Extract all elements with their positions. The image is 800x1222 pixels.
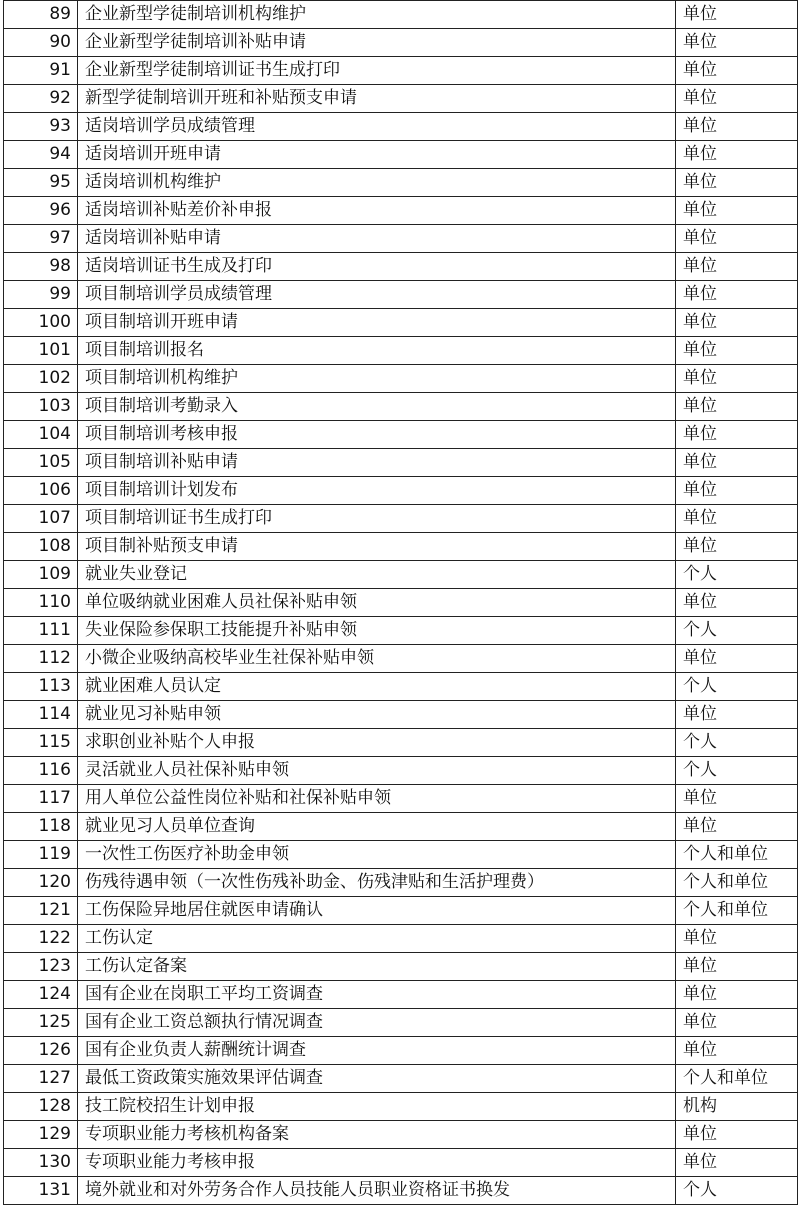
row-number: 91 <box>4 57 78 85</box>
service-target: 单位 <box>676 29 798 57</box>
service-target: 单位 <box>676 309 798 337</box>
row-number: 109 <box>4 561 78 589</box>
table-row <box>4 757 798 785</box>
table-row <box>4 533 798 561</box>
row-number: 105 <box>4 449 78 477</box>
service-target: 单位 <box>676 113 798 141</box>
table-row <box>4 253 798 281</box>
service-target: 单位 <box>676 645 798 673</box>
service-name: 项目制培训报名 <box>78 337 676 365</box>
row-number: 100 <box>4 309 78 337</box>
row-number: 117 <box>4 785 78 813</box>
service-name: 国有企业负责人薪酬统计调查 <box>78 1037 676 1065</box>
service-name: 就业见习补贴申领 <box>78 701 676 729</box>
row-number: 121 <box>4 897 78 925</box>
service-name: 最低工资政策实施效果评估调查 <box>78 1065 676 1093</box>
table-row <box>4 1 798 29</box>
service-name: 适岗培训机构维护 <box>78 169 676 197</box>
service-target: 个人 <box>676 1177 798 1205</box>
row-number: 116 <box>4 757 78 785</box>
row-number: 92 <box>4 85 78 113</box>
service-target: 单位 <box>676 813 798 841</box>
table-row <box>4 225 798 253</box>
service-target: 单位 <box>676 281 798 309</box>
service-target: 单位 <box>676 1037 798 1065</box>
service-target: 单位 <box>676 141 798 169</box>
table-row <box>4 841 798 869</box>
service-target: 单位 <box>676 85 798 113</box>
service-target: 个人和单位 <box>676 869 798 897</box>
row-number: 93 <box>4 113 78 141</box>
service-name: 适岗培训补贴申请 <box>78 225 676 253</box>
service-name: 项目制培训补贴申请 <box>78 449 676 477</box>
service-target: 单位 <box>676 57 798 85</box>
service-name: 单位吸纳就业困难人员社保补贴申领 <box>78 589 676 617</box>
table-row <box>4 113 798 141</box>
service-name: 国有企业在岗职工平均工资调查 <box>78 981 676 1009</box>
table-row <box>4 1009 798 1037</box>
table-row <box>4 281 798 309</box>
row-number: 127 <box>4 1065 78 1093</box>
row-number: 103 <box>4 393 78 421</box>
table-row <box>4 365 798 393</box>
service-name: 国有企业工资总额执行情况调查 <box>78 1009 676 1037</box>
row-number: 102 <box>4 365 78 393</box>
table-row <box>4 421 798 449</box>
row-number: 118 <box>4 813 78 841</box>
row-number: 126 <box>4 1037 78 1065</box>
table-row <box>4 197 798 225</box>
service-target: 单位 <box>676 925 798 953</box>
service-target: 单位 <box>676 533 798 561</box>
table-row <box>4 1037 798 1065</box>
service-name: 项目制培训考核申报 <box>78 421 676 449</box>
service-target: 单位 <box>676 449 798 477</box>
row-number: 101 <box>4 337 78 365</box>
row-number: 108 <box>4 533 78 561</box>
table-row <box>4 1149 798 1177</box>
row-number: 128 <box>4 1093 78 1121</box>
service-name: 企业新型学徒制培训机构维护 <box>78 1 676 29</box>
table-row <box>4 953 798 981</box>
service-name: 工伤认定 <box>78 925 676 953</box>
service-target: 单位 <box>676 589 798 617</box>
service-name: 企业新型学徒制培训证书生成打印 <box>78 57 676 85</box>
service-name: 项目制培训学员成绩管理 <box>78 281 676 309</box>
service-target: 单位 <box>676 253 798 281</box>
table-row <box>4 169 798 197</box>
row-number: 120 <box>4 869 78 897</box>
row-number: 107 <box>4 505 78 533</box>
service-name: 一次性工伤医疗补助金申领 <box>78 841 676 869</box>
service-target: 个人和单位 <box>676 841 798 869</box>
service-name: 工伤保险异地居住就医申请确认 <box>78 897 676 925</box>
table-row <box>4 897 798 925</box>
service-target: 个人 <box>676 757 798 785</box>
service-target: 个人 <box>676 673 798 701</box>
table-row <box>4 617 798 645</box>
service-name: 项目制培训证书生成打印 <box>78 505 676 533</box>
table-row <box>4 85 798 113</box>
service-name: 适岗培训证书生成及打印 <box>78 253 676 281</box>
service-name: 项目制培训机构维护 <box>78 365 676 393</box>
service-target: 个人 <box>676 617 798 645</box>
service-name: 就业困难人员认定 <box>78 673 676 701</box>
row-number: 131 <box>4 1177 78 1205</box>
row-number: 97 <box>4 225 78 253</box>
row-number: 94 <box>4 141 78 169</box>
service-target: 单位 <box>676 169 798 197</box>
service-target: 单位 <box>676 365 798 393</box>
service-name: 用人单位公益性岗位补贴和社保补贴申领 <box>78 785 676 813</box>
service-target: 单位 <box>676 1149 798 1177</box>
row-number: 119 <box>4 841 78 869</box>
row-number: 113 <box>4 673 78 701</box>
service-target: 单位 <box>676 1121 798 1149</box>
table-row <box>4 785 798 813</box>
service-name: 适岗培训补贴差价补申报 <box>78 197 676 225</box>
service-target: 单位 <box>676 337 798 365</box>
service-target: 单位 <box>676 953 798 981</box>
service-name: 项目制培训开班申请 <box>78 309 676 337</box>
service-name: 境外就业和对外劳务合作人员技能人员职业资格证书换发 <box>78 1177 676 1205</box>
service-name: 小微企业吸纳高校毕业生社保补贴申领 <box>78 645 676 673</box>
service-name: 项目制培训计划发布 <box>78 477 676 505</box>
row-number: 122 <box>4 925 78 953</box>
table-row <box>4 869 798 897</box>
row-number: 115 <box>4 729 78 757</box>
table-row <box>4 1093 798 1121</box>
row-number: 129 <box>4 1121 78 1149</box>
table-row <box>4 673 798 701</box>
table-row <box>4 449 798 477</box>
row-number: 95 <box>4 169 78 197</box>
service-target: 单位 <box>676 421 798 449</box>
row-number: 99 <box>4 281 78 309</box>
table-row <box>4 337 798 365</box>
table-row <box>4 981 798 1009</box>
table-row <box>4 29 798 57</box>
table-row <box>4 813 798 841</box>
service-name: 项目制培训考勤录入 <box>78 393 676 421</box>
service-name: 企业新型学徒制培训补贴申请 <box>78 29 676 57</box>
service-name: 就业失业登记 <box>78 561 676 589</box>
service-name: 求职创业补贴个人申报 <box>78 729 676 757</box>
table-row <box>4 701 798 729</box>
table-row <box>4 393 798 421</box>
table-row <box>4 141 798 169</box>
service-name: 工伤认定备案 <box>78 953 676 981</box>
service-target: 机构 <box>676 1093 798 1121</box>
row-number: 89 <box>4 1 78 29</box>
service-target: 单位 <box>676 981 798 1009</box>
service-target: 个人和单位 <box>676 897 798 925</box>
service-name: 专项职业能力考核申报 <box>78 1149 676 1177</box>
service-name: 就业见习人员单位查询 <box>78 813 676 841</box>
service-list-table <box>3 0 798 1205</box>
service-name: 灵活就业人员社保补贴申领 <box>78 757 676 785</box>
row-number: 130 <box>4 1149 78 1177</box>
service-target: 单位 <box>676 1 798 29</box>
service-target: 个人和单位 <box>676 1065 798 1093</box>
service-target: 个人 <box>676 561 798 589</box>
service-target: 单位 <box>676 1009 798 1037</box>
table-row <box>4 1121 798 1149</box>
table-row <box>4 1065 798 1093</box>
table-row <box>4 57 798 85</box>
service-target: 单位 <box>676 505 798 533</box>
service-target: 单位 <box>676 477 798 505</box>
row-number: 112 <box>4 645 78 673</box>
service-target: 单位 <box>676 393 798 421</box>
service-name: 技工院校招生计划申报 <box>78 1093 676 1121</box>
service-name: 新型学徒制培训开班和补贴预支申请 <box>78 85 676 113</box>
table-row <box>4 645 798 673</box>
table-row <box>4 505 798 533</box>
table-row <box>4 589 798 617</box>
table-row <box>4 1177 798 1205</box>
row-number: 90 <box>4 29 78 57</box>
service-name: 伤残待遇申领（一次性伤残补助金、伤残津贴和生活护理费） <box>78 869 676 897</box>
service-name: 适岗培训学员成绩管理 <box>78 113 676 141</box>
row-number: 98 <box>4 253 78 281</box>
row-number: 125 <box>4 1009 78 1037</box>
service-target: 单位 <box>676 225 798 253</box>
row-number: 110 <box>4 589 78 617</box>
table-row <box>4 309 798 337</box>
row-number: 111 <box>4 617 78 645</box>
service-name: 适岗培训开班申请 <box>78 141 676 169</box>
service-target: 单位 <box>676 197 798 225</box>
row-number: 104 <box>4 421 78 449</box>
row-number: 96 <box>4 197 78 225</box>
table-row <box>4 729 798 757</box>
service-name: 项目制补贴预支申请 <box>78 533 676 561</box>
service-target: 单位 <box>676 701 798 729</box>
service-target: 单位 <box>676 785 798 813</box>
service-name: 专项职业能力考核机构备案 <box>78 1121 676 1149</box>
row-number: 123 <box>4 953 78 981</box>
table-row <box>4 925 798 953</box>
row-number: 124 <box>4 981 78 1009</box>
table-row <box>4 477 798 505</box>
service-target: 个人 <box>676 729 798 757</box>
row-number: 114 <box>4 701 78 729</box>
service-list-body <box>4 1 798 1205</box>
table-row <box>4 561 798 589</box>
row-number: 106 <box>4 477 78 505</box>
service-name: 失业保险参保职工技能提升补贴申领 <box>78 617 676 645</box>
